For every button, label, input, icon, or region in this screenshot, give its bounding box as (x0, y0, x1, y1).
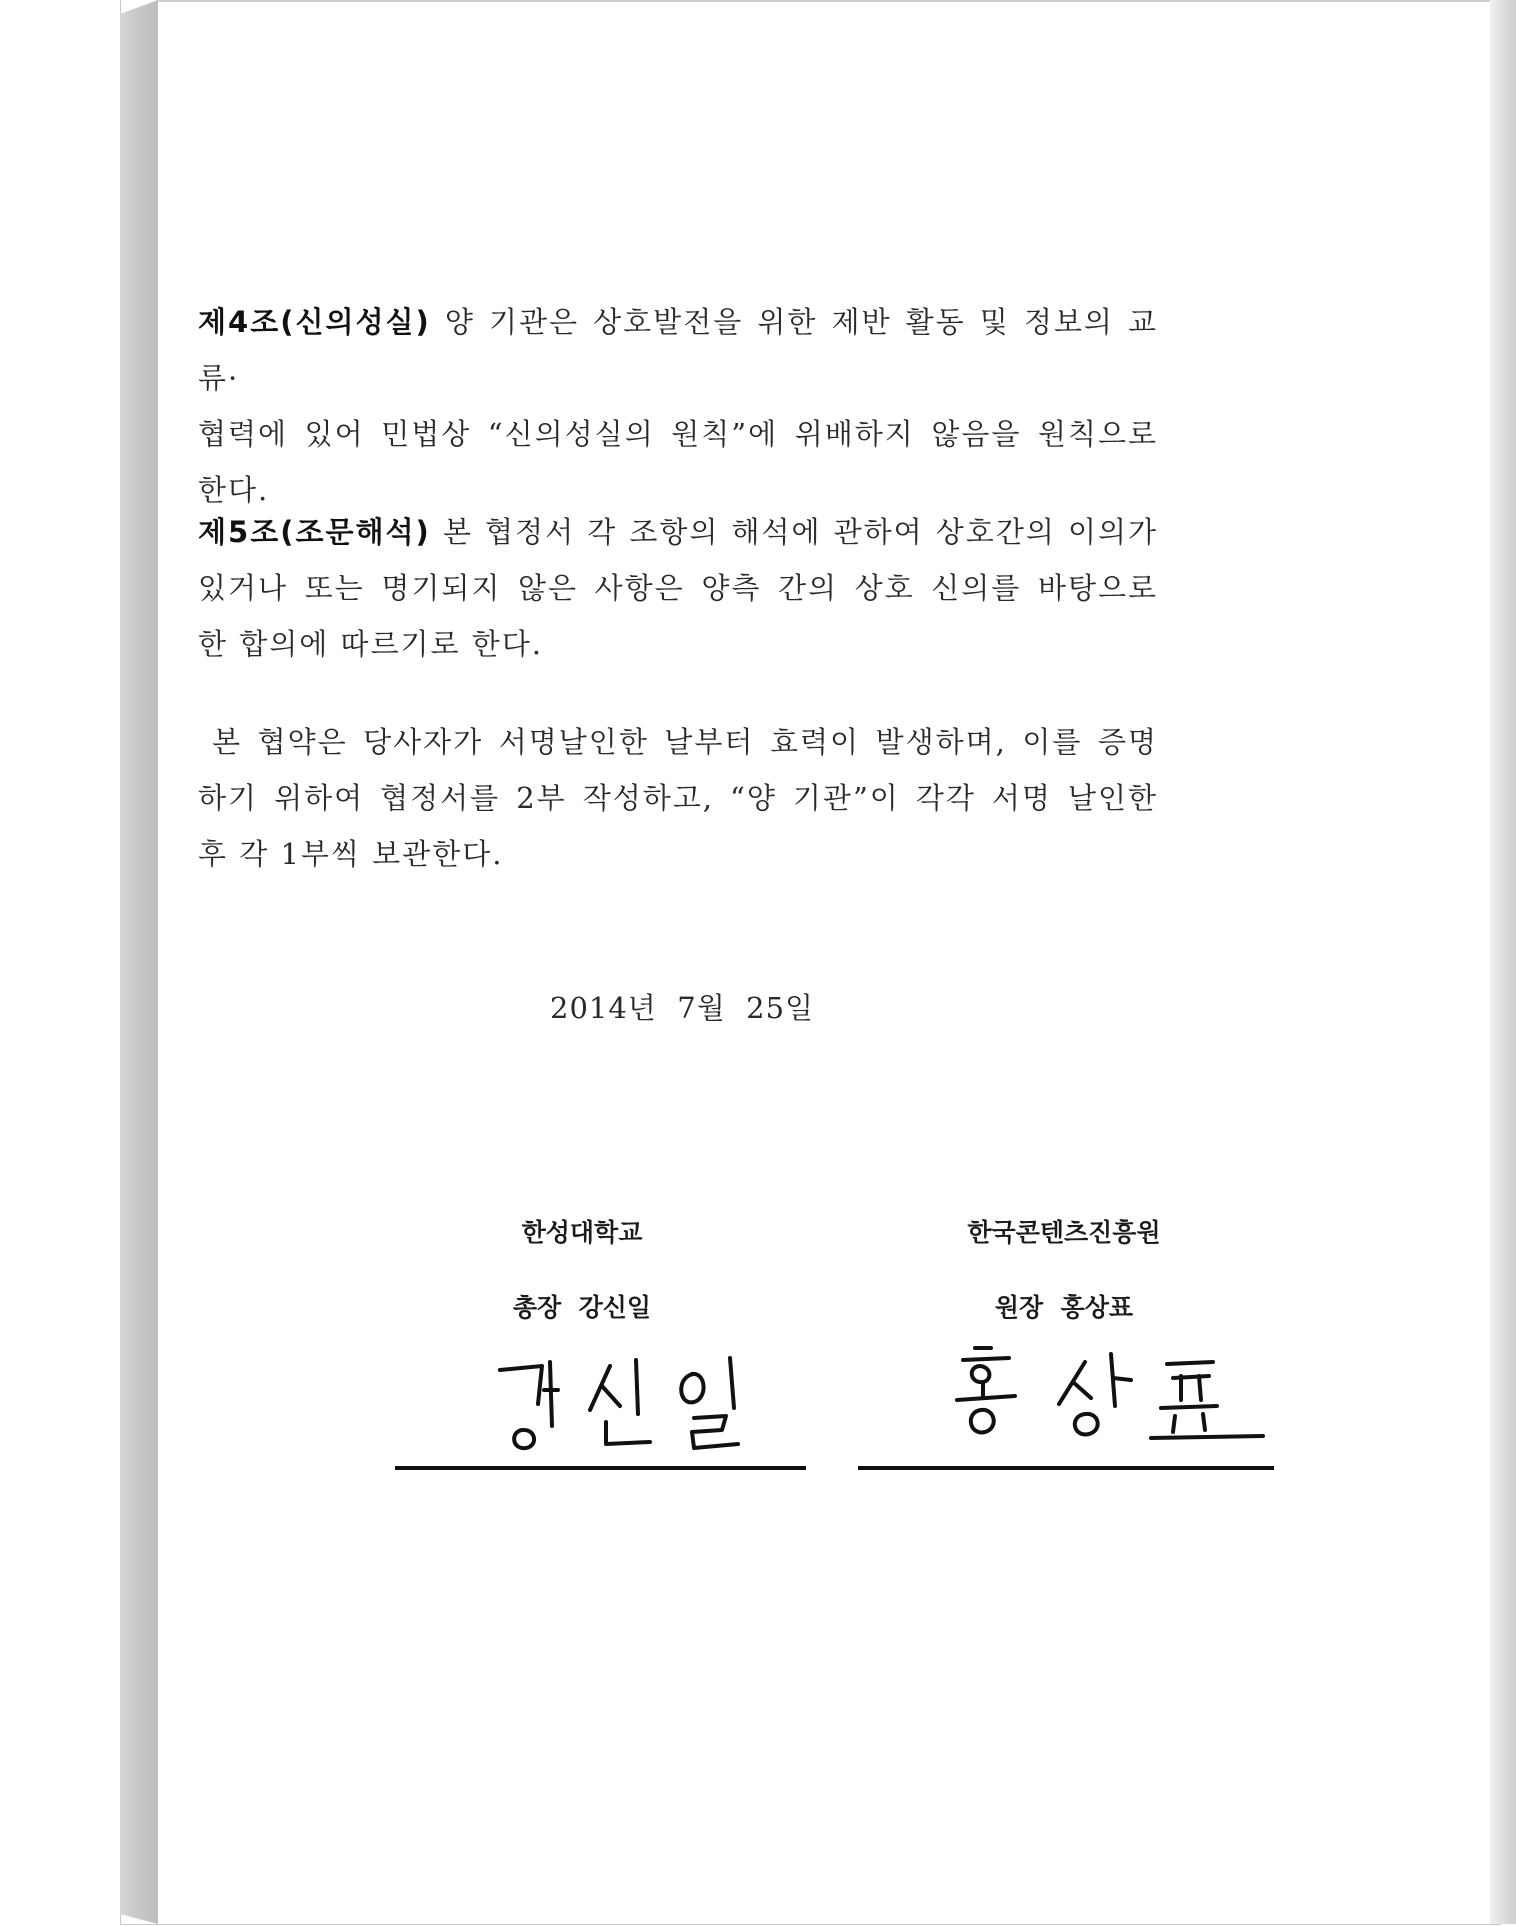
right-organization: 한국콘텐츠진흥원 (967, 1218, 1161, 1247)
article-5-text-1: 본 협정서 각 조항의 해석에 관하여 상호간의 이의가 (442, 515, 1159, 549)
article-5-line-1 (198, 504, 1158, 560)
article-4-line-1 (198, 294, 1158, 406)
closing-paragraph (198, 714, 1158, 882)
left-signature (480, 1352, 800, 1462)
document-page (158, 2, 1490, 1922)
left-signatory-title: 총장 강신일 (512, 1293, 652, 1322)
article-4-line-2: 협력에 있어 민법상 “신의성실의 원칙”에 위배하지 않음을 원칙으로 (198, 417, 1158, 451)
closing-line-3: 후 각 1부씩 보관한다. (198, 837, 504, 871)
left-signature-line (395, 1466, 806, 1470)
article-4 (198, 294, 1158, 518)
article-5-title: 제5조(조문해석) (198, 515, 431, 549)
article-5 (198, 504, 1158, 672)
article-5-line-2: 있거나 또는 명기되지 않은 사항은 양측 간의 상호 신의를 바탕으로 (198, 571, 1158, 605)
closing-line-2: 하기 위하여 협정서를 2부 작성하고, “양 기관”이 각각 서명 날인한 (198, 781, 1158, 815)
left-organization: 한성대학교 (521, 1218, 643, 1247)
right-signature (945, 1340, 1275, 1450)
article-4-title: 제4조(신의성실) (198, 305, 431, 339)
right-signatory-title: 원장 홍상표 (994, 1293, 1134, 1322)
article-5-line-3: 한 합의에 따르기로 한다. (198, 627, 544, 661)
article-4-line-3: 한다. (198, 473, 270, 507)
page-stack-left-edge (120, 0, 158, 1924)
agreement-date: 2014년 7월 25일 (550, 991, 815, 1025)
article-4-text-1: 양 기관은 상호발전을 위한 제반 활동 및 정보의 교류· (198, 305, 1159, 395)
closing-line-1: 본 협약은 당사자가 서명날인한 날부터 효력이 발생하며, 이를 증명 (212, 725, 1158, 759)
right-signature-line (858, 1466, 1274, 1470)
page-stack-right-edge (1490, 0, 1516, 1924)
